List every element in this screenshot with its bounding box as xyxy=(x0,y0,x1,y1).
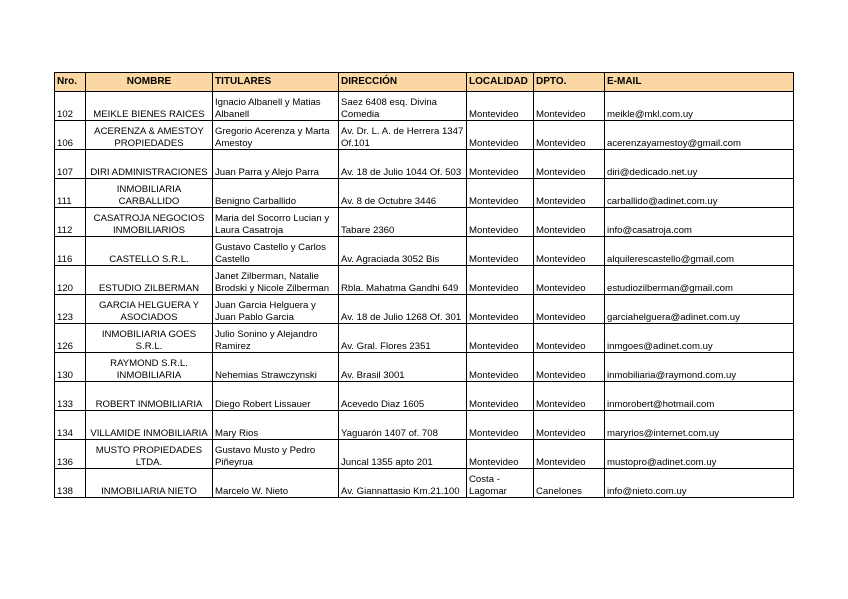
cell-dpto xyxy=(534,266,605,295)
table-row xyxy=(55,237,794,266)
cell-email xyxy=(605,208,794,237)
cell-titulares-text: Julio Sonino y Alejandro Ramirez xyxy=(215,329,318,352)
cell-localidad-text: Montevideo xyxy=(469,108,519,120)
cell-localidad-text: Montevideo xyxy=(469,398,519,410)
cell-direccion xyxy=(339,440,467,469)
cell-direccion xyxy=(339,295,467,324)
cell-email-text: maryrios@internet.com.uy xyxy=(607,427,720,439)
cell-nombre xyxy=(86,237,213,266)
cell-nro-text: 107 xyxy=(57,166,74,178)
cell-nombre xyxy=(86,324,213,353)
table-row xyxy=(55,411,794,440)
cell-nombre-text: CASATROJA NEGOCIOS INMOBILIARIOS xyxy=(93,213,205,236)
cell-nro-text: 130 xyxy=(57,369,74,381)
cell-dpto-text: Montevideo xyxy=(536,398,586,410)
cell-localidad-text: Montevideo xyxy=(469,340,519,352)
cell-nro xyxy=(55,266,86,295)
cell-email xyxy=(605,150,794,179)
cell-dpto xyxy=(534,469,605,498)
cell-titulares xyxy=(213,237,339,266)
cell-localidad-text: Montevideo xyxy=(469,195,519,207)
cell-direccion-text: Av. Giannattasio Km.21.100 xyxy=(341,485,460,497)
cell-titulares-text: Gregorio Acerenza y Marta Amestoy xyxy=(215,126,330,149)
cell-direccion xyxy=(339,150,467,179)
cell-direccion-text: Rbla. Mahatma Gandhi 649 xyxy=(341,282,459,294)
cell-direccion-text: Juncal 1355 apto 201 xyxy=(341,456,433,468)
cell-titulares xyxy=(213,266,339,295)
cell-nombre-text: INMOBILIARIA NIETO xyxy=(101,485,197,497)
cell-email xyxy=(605,440,794,469)
cell-email xyxy=(605,411,794,440)
cell-nro xyxy=(55,382,86,411)
cell-nombre xyxy=(86,469,213,498)
cell-email xyxy=(605,266,794,295)
cell-titulares-text: Maria del Socorro Lucian y Laura Casatroja xyxy=(215,213,330,236)
cell-dpto xyxy=(534,237,605,266)
cell-titulares xyxy=(213,295,339,324)
cell-email-text: inmgoes@adinet.com.uy xyxy=(607,340,713,352)
cell-nro xyxy=(55,411,86,440)
cell-dpto-text: Montevideo xyxy=(536,427,586,439)
header-localidad: LOCALIDAD xyxy=(467,73,534,92)
cell-localidad xyxy=(467,324,534,353)
cell-email xyxy=(605,237,794,266)
cell-nro xyxy=(55,237,86,266)
cell-nombre xyxy=(86,208,213,237)
cell-nombre-text: RAYMOND S.R.L. INMOBILIARIA xyxy=(110,358,188,381)
cell-nro xyxy=(55,324,86,353)
cell-titulares xyxy=(213,324,339,353)
cell-titulares-text: Juan Parra y Alejo Parra xyxy=(215,166,319,178)
cell-localidad xyxy=(467,150,534,179)
cell-direccion-text: Av. 18 de Julio 1044 Of. 503 xyxy=(341,166,462,178)
cell-nombre-text: ACERENZA & AMESTOY PROPIEDADES xyxy=(94,126,204,149)
cell-direccion xyxy=(339,266,467,295)
table-row xyxy=(55,121,794,150)
cell-localidad-text: Montevideo xyxy=(469,253,519,265)
cell-dpto-text: Montevideo xyxy=(536,108,586,120)
cell-nro xyxy=(55,92,86,121)
cell-email xyxy=(605,92,794,121)
cell-nro-text: 112 xyxy=(57,224,73,236)
cell-email-text: info@casatroja.com xyxy=(607,224,692,236)
table-row xyxy=(55,324,794,353)
cell-dpto-text: Canelones xyxy=(536,485,582,497)
cell-nombre-text: CASTELLO S.R.L. xyxy=(109,253,189,265)
cell-localidad-text: Costa - Lagomar xyxy=(469,474,507,497)
cell-localidad-text: Montevideo xyxy=(469,224,519,236)
cell-titulares xyxy=(213,121,339,150)
cell-direccion xyxy=(339,324,467,353)
cell-nombre xyxy=(86,92,213,121)
cell-nombre xyxy=(86,179,213,208)
cell-nombre xyxy=(86,150,213,179)
cell-nro-text: 126 xyxy=(57,340,74,352)
cell-direccion-text: Av. Agraciada 3052 Bis xyxy=(341,253,440,265)
cell-direccion-text: Tabare 2360 xyxy=(341,224,395,236)
cell-dpto-text: Montevideo xyxy=(536,369,586,381)
cell-titulares-text: Diego Robert Lissauer xyxy=(215,398,311,410)
cell-localidad-text: Montevideo xyxy=(469,137,519,149)
cell-titulares-text: Juan Garcia Helguera y Juan Pablo Garcia xyxy=(215,300,316,323)
cell-direccion xyxy=(339,237,467,266)
cell-nombre xyxy=(86,382,213,411)
cell-dpto-text: Montevideo xyxy=(536,340,586,352)
cell-localidad-text: Montevideo xyxy=(469,282,519,294)
cell-titulares-text: Ignacio Albanell y Matias Albanell xyxy=(215,97,321,120)
cell-direccion xyxy=(339,353,467,382)
cell-titulares xyxy=(213,353,339,382)
cell-localidad xyxy=(467,469,534,498)
cell-dpto-text: Montevideo xyxy=(536,137,586,149)
header-nombre: NOMBRE xyxy=(86,73,213,92)
cell-titulares xyxy=(213,92,339,121)
agencies-table xyxy=(54,72,794,498)
table-row xyxy=(55,179,794,208)
cell-dpto-text: Montevideo xyxy=(536,253,586,265)
cell-nombre-text: MUSTO PROPIEDADES LTDA. xyxy=(95,445,203,468)
cell-titulares xyxy=(213,440,339,469)
cell-email-text: diri@dedicado.net.uy xyxy=(607,166,698,178)
cell-titulares xyxy=(213,469,339,498)
cell-nombre-text: DIRI ADMINISTRACIONES xyxy=(90,166,208,178)
table-row xyxy=(55,92,794,121)
cell-localidad xyxy=(467,353,534,382)
cell-nro xyxy=(55,121,86,150)
cell-dpto xyxy=(534,324,605,353)
cell-email-text: info@nieto.com.uy xyxy=(607,485,687,497)
table-row xyxy=(55,208,794,237)
cell-direccion xyxy=(339,92,467,121)
cell-nro xyxy=(55,353,86,382)
cell-titulares-text: Gustavo Castello y Carlos Castello xyxy=(215,242,326,265)
cell-localidad xyxy=(467,266,534,295)
cell-direccion xyxy=(339,208,467,237)
cell-titulares xyxy=(213,382,339,411)
cell-nombre xyxy=(86,295,213,324)
cell-nro-text: 136 xyxy=(57,456,74,468)
cell-localidad xyxy=(467,121,534,150)
cell-dpto-text: Montevideo xyxy=(536,311,586,323)
cell-nombre xyxy=(86,121,213,150)
cell-dpto-text: Montevideo xyxy=(536,282,586,294)
cell-dpto xyxy=(534,208,605,237)
cell-localidad xyxy=(467,237,534,266)
cell-titulares-text: Janet Zilberman, Natalie Brodski y Nicole Zilberman xyxy=(215,271,330,294)
cell-dpto xyxy=(534,411,605,440)
cell-nombre xyxy=(86,266,213,295)
cell-email xyxy=(605,295,794,324)
cell-email-text: inmorobert@hotmail.com xyxy=(607,398,715,410)
cell-localidad-text: Montevideo xyxy=(469,311,519,323)
cell-direccion xyxy=(339,179,467,208)
cell-nro xyxy=(55,179,86,208)
cell-dpto xyxy=(534,382,605,411)
cell-dpto xyxy=(534,150,605,179)
cell-localidad xyxy=(467,179,534,208)
cell-nombre-text: VILLAMIDE INMOBILIARIA xyxy=(90,427,208,439)
cell-email-text: carballido@adinet.com.uy xyxy=(607,195,718,207)
cell-direccion-text: Av. 8 de Octubre 3446 xyxy=(341,195,437,207)
cell-nombre-text: GARCIA HELGUERA Y ASOCIADOS xyxy=(98,300,200,323)
cell-email-text: inmobiliaria@raymond.com.uy xyxy=(607,369,737,381)
cell-localidad xyxy=(467,382,534,411)
cell-direccion xyxy=(339,382,467,411)
cell-titulares xyxy=(213,411,339,440)
cell-nro-text: 116 xyxy=(57,253,73,265)
cell-nro-text: 102 xyxy=(57,108,74,120)
cell-email xyxy=(605,324,794,353)
header-dpto: DPTO. xyxy=(534,73,605,92)
cell-nombre xyxy=(86,440,213,469)
cell-dpto xyxy=(534,92,605,121)
table-row xyxy=(55,150,794,179)
header-titulares: TITULARES xyxy=(213,73,339,92)
cell-email xyxy=(605,382,794,411)
cell-direccion-text: Av. Brasil 3001 xyxy=(341,369,405,381)
table-row xyxy=(55,382,794,411)
cell-dpto xyxy=(534,295,605,324)
cell-localidad-text: Montevideo xyxy=(469,427,519,439)
cell-nro-text: 123 xyxy=(57,311,74,323)
cell-dpto-text: Montevideo xyxy=(536,456,586,468)
cell-nombre xyxy=(86,353,213,382)
cell-localidad xyxy=(467,411,534,440)
cell-titulares-text: Gustavo Musto y Pedro Piñeyrua xyxy=(215,445,316,468)
cell-direccion-text: Av. Dr. L. A. de Herrera 1347 Of.101 xyxy=(341,126,464,149)
cell-localidad-text: Montevideo xyxy=(469,166,519,178)
cell-titulares-text: Benigno Carballido xyxy=(215,195,297,207)
cell-dpto xyxy=(534,121,605,150)
cell-email xyxy=(605,121,794,150)
cell-nombre-text: ROBERT INMOBILIARIA xyxy=(95,398,203,410)
cell-nro-text: 120 xyxy=(57,282,74,294)
cell-titulares xyxy=(213,179,339,208)
cell-localidad xyxy=(467,208,534,237)
cell-email-text: mustopro@adinet.com.uy xyxy=(607,456,717,468)
cell-dpto-text: Montevideo xyxy=(536,195,586,207)
cell-nro-text: 138 xyxy=(57,485,74,497)
cell-localidad-text: Montevideo xyxy=(469,456,519,468)
cell-email-text: garciahelguera@adinet.com.uy xyxy=(607,311,740,323)
cell-direccion-text: Av. 18 de Julio 1268 Of. 301 xyxy=(341,311,462,323)
cell-email-text: estudiozilberman@gmail.com xyxy=(607,282,733,294)
table-row xyxy=(55,266,794,295)
cell-direccion xyxy=(339,469,467,498)
header-row xyxy=(55,73,794,92)
cell-nro xyxy=(55,469,86,498)
cell-nombre-text: INMOBILIARIA GOES S.R.L. xyxy=(101,329,197,352)
cell-nro-text: 106 xyxy=(57,137,74,149)
cell-email-text: acerenzayamestoy@gmail.com xyxy=(607,137,741,149)
table-row xyxy=(55,295,794,324)
cell-localidad xyxy=(467,92,534,121)
table-row xyxy=(55,440,794,469)
cell-nombre-text: ESTUDIO ZILBERMAN xyxy=(98,282,200,294)
cell-email xyxy=(605,353,794,382)
cell-direccion-text: Saez 6408 esq. Divina Comedia xyxy=(341,97,437,120)
cell-direccion xyxy=(339,411,467,440)
header-direccion: DIRECCIÓN xyxy=(339,73,467,92)
cell-titulares xyxy=(213,208,339,237)
table-row xyxy=(55,353,794,382)
cell-direccion-text: Av. Gral. Flores 2351 xyxy=(341,340,431,352)
cell-direccion-text: Acevedo Diaz 1605 xyxy=(341,398,425,410)
cell-localidad xyxy=(467,440,534,469)
cell-nro-text: 133 xyxy=(57,398,74,410)
cell-nombre xyxy=(86,411,213,440)
table-row xyxy=(55,469,794,498)
cell-dpto-text: Montevideo xyxy=(536,166,586,178)
cell-titulares-text: Marcelo W. Nieto xyxy=(215,485,289,497)
cell-email xyxy=(605,469,794,498)
cell-dpto xyxy=(534,440,605,469)
cell-nombre-text: MEIKLE BIENES RAICES xyxy=(93,108,205,120)
header-nro: Nro. xyxy=(55,73,86,92)
cell-nro xyxy=(55,208,86,237)
cell-nro xyxy=(55,150,86,179)
cell-nro xyxy=(55,440,86,469)
header-email: E-MAIL xyxy=(605,73,794,92)
cell-nombre-text: INMOBILIARIA CARBALLIDO xyxy=(116,184,182,207)
cell-titulares-text: Mary Rios xyxy=(215,427,259,439)
cell-nro-text: 134 xyxy=(57,427,74,439)
cell-nro xyxy=(55,295,86,324)
cell-titulares xyxy=(213,150,339,179)
cell-dpto-text: Montevideo xyxy=(536,224,586,236)
cell-localidad-text: Montevideo xyxy=(469,369,519,381)
cell-titulares-text: Nehemias Strawczynski xyxy=(215,369,317,381)
cell-dpto xyxy=(534,179,605,208)
cell-nro-text: 111 xyxy=(57,195,72,207)
cell-email-text: alquilerescastello@gmail.com xyxy=(607,253,735,265)
cell-direccion-text: Yaguarón 1407 of. 708 xyxy=(341,427,438,439)
cell-dpto xyxy=(534,353,605,382)
cell-localidad xyxy=(467,295,534,324)
cell-email-text: meikle@mkl.com.uy xyxy=(607,108,693,120)
cell-email xyxy=(605,179,794,208)
cell-direccion xyxy=(339,121,467,150)
